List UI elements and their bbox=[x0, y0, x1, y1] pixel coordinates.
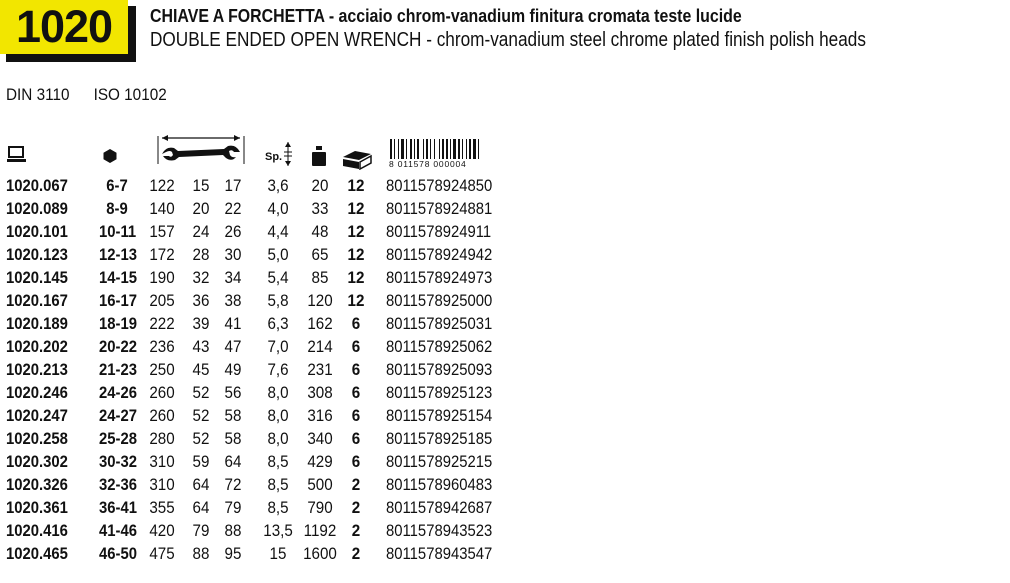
length-value: 140 bbox=[149, 200, 175, 218]
article-code: 1020.247 bbox=[6, 407, 68, 425]
head-width-1: 24 bbox=[192, 223, 210, 241]
pack-quantity: 12 bbox=[347, 246, 365, 264]
ean-code: 8011578925031 bbox=[386, 315, 493, 333]
article-code: 1020.189 bbox=[6, 315, 68, 333]
barcode-bar bbox=[466, 139, 467, 159]
head-width-1: 28 bbox=[192, 246, 210, 264]
head-width-2: 95 bbox=[224, 545, 242, 563]
thickness-value: 8,0 bbox=[267, 407, 289, 425]
ean-code: 8011578925123 bbox=[386, 384, 493, 402]
barcode-bar bbox=[394, 139, 395, 159]
pack-quantity: 2 bbox=[351, 545, 361, 563]
pack-quantity: 6 bbox=[351, 338, 361, 356]
ean-code: 8011578925215 bbox=[386, 453, 493, 471]
standard-din: DIN 3110 bbox=[6, 85, 70, 104]
hexagon-nut-icon bbox=[102, 148, 118, 164]
wrench-size: 12-13 bbox=[99, 246, 137, 264]
table-row bbox=[0, 497, 1010, 520]
wrench-size: 18-19 bbox=[99, 315, 137, 333]
head-width-1: 59 bbox=[192, 453, 210, 471]
barcode-icon bbox=[388, 137, 506, 169]
ean-code: 8011578924850 bbox=[386, 177, 493, 195]
barcode-bar bbox=[434, 139, 435, 159]
barcode-bar bbox=[414, 139, 415, 159]
thickness-value: 4,4 bbox=[267, 223, 289, 241]
head-width-1: 52 bbox=[192, 384, 210, 402]
head-width-1: 39 bbox=[192, 315, 210, 333]
pack-quantity: 6 bbox=[351, 315, 361, 333]
weight-value: 308 bbox=[307, 384, 333, 402]
weight-value: 340 bbox=[307, 430, 333, 448]
pack-quantity: 6 bbox=[351, 453, 361, 471]
article-code: 1020.246 bbox=[6, 384, 68, 402]
weight-value: 231 bbox=[307, 361, 333, 379]
barcode-bar bbox=[442, 139, 444, 159]
pack-quantity: 6 bbox=[351, 430, 361, 448]
ean-code: 8011578925185 bbox=[386, 430, 493, 448]
barcode-bar bbox=[453, 139, 456, 159]
length-value: 420 bbox=[149, 522, 175, 540]
thickness-value: 8,5 bbox=[267, 476, 289, 494]
thickness-value: 8,5 bbox=[267, 499, 289, 517]
article-code: 1020.089 bbox=[6, 200, 68, 218]
article-code: 1020.202 bbox=[6, 338, 68, 356]
barcode-bar bbox=[430, 139, 431, 159]
pack-quantity: 6 bbox=[351, 361, 361, 379]
ean-code: 8011578943547 bbox=[386, 545, 493, 563]
head-width-1: 64 bbox=[192, 499, 210, 517]
table-row bbox=[0, 313, 1010, 336]
thickness-value: 4,0 bbox=[267, 200, 289, 218]
standard-iso: ISO 10102 bbox=[93, 85, 167, 104]
head-width-1: 32 bbox=[192, 269, 210, 287]
barcode-bar bbox=[423, 139, 424, 159]
product-number-badge bbox=[0, 0, 136, 62]
length-value: 310 bbox=[149, 476, 175, 494]
pack-quantity: 12 bbox=[347, 200, 365, 218]
table-row bbox=[0, 198, 1010, 221]
thickness-value: 3,6 bbox=[267, 177, 289, 195]
ean-code: 8011578925062 bbox=[386, 338, 493, 356]
weight-value: 48 bbox=[311, 223, 329, 241]
length-value: 250 bbox=[149, 361, 175, 379]
wrench-size: 14-15 bbox=[99, 269, 137, 287]
ean-code: 8011578925000 bbox=[386, 292, 493, 310]
head-width-2: 30 bbox=[224, 246, 242, 264]
article-code: 1020.167 bbox=[6, 292, 68, 310]
weight-value: 500 bbox=[307, 476, 333, 494]
title-english: DOUBLE ENDED OPEN WRENCH - chrom-vanadium steel chrome plated finish polish heads bbox=[150, 29, 866, 51]
weight-value: 790 bbox=[307, 499, 333, 517]
ean-code: 8011578924942 bbox=[386, 246, 493, 264]
head-width-2: 22 bbox=[224, 200, 242, 218]
barcode-bar bbox=[469, 139, 471, 159]
wrench-size: 24-27 bbox=[99, 407, 137, 425]
wrench-size: 46-50 bbox=[99, 545, 137, 563]
weight-value: 120 bbox=[307, 292, 333, 310]
ean-code: 8011578925093 bbox=[386, 361, 493, 379]
ean-code: 8011578942687 bbox=[386, 499, 493, 517]
wrench-size: 24-26 bbox=[99, 384, 137, 402]
head-width-1: 64 bbox=[192, 476, 210, 494]
table-row bbox=[0, 520, 1010, 543]
pack-quantity: 2 bbox=[351, 499, 361, 517]
length-value: 190 bbox=[149, 269, 175, 287]
weight-value: 20 bbox=[311, 177, 329, 195]
head-width-2: 49 bbox=[224, 361, 242, 379]
head-width-1: 45 bbox=[192, 361, 210, 379]
thickness-value: 5,4 bbox=[267, 269, 289, 287]
article-code: 1020.101 bbox=[6, 223, 68, 241]
head-width-2: 26 bbox=[224, 223, 242, 241]
thickness-value: 8,5 bbox=[267, 453, 289, 471]
pack-quantity: 12 bbox=[347, 177, 365, 195]
length-value: 260 bbox=[149, 407, 175, 425]
head-width-1: 52 bbox=[192, 407, 210, 425]
table-row bbox=[0, 221, 1010, 244]
ean-code: 8011578924881 bbox=[386, 200, 493, 218]
weight-value: 162 bbox=[307, 315, 333, 333]
thickness-value: 6,3 bbox=[267, 315, 289, 333]
head-width-1: 36 bbox=[192, 292, 210, 310]
head-width-2: 64 bbox=[224, 453, 242, 471]
table-row bbox=[0, 451, 1010, 474]
head-width-2: 58 bbox=[224, 430, 242, 448]
table-row bbox=[0, 267, 1010, 290]
barcode-bar bbox=[450, 139, 451, 159]
thickness-value: 7,6 bbox=[267, 361, 289, 379]
head-width-1: 88 bbox=[192, 545, 210, 563]
barcode-bar bbox=[426, 139, 428, 159]
barcode-bar bbox=[417, 139, 419, 159]
article-code: 1020.067 bbox=[6, 177, 68, 195]
barcode-digits: 8 011578 000004 bbox=[389, 159, 467, 169]
thickness-value: 5,0 bbox=[267, 246, 289, 264]
barcode-bar bbox=[446, 139, 448, 159]
barcode-bar bbox=[401, 139, 404, 159]
product-number: 1020 bbox=[0, 0, 128, 54]
thickness-value: 15 bbox=[269, 545, 287, 563]
length-value: 205 bbox=[149, 292, 175, 310]
weight-value: 33 bbox=[311, 200, 329, 218]
title-italian: CHIAVE A FORCHETTA - acciaio chrom-vanadium finitura cromata teste lucide bbox=[150, 5, 742, 26]
article-code: 1020.361 bbox=[6, 499, 68, 517]
wrench-size: 8-9 bbox=[106, 200, 128, 218]
wrench-size: 10-11 bbox=[99, 223, 137, 241]
thickness-label: Sp. bbox=[265, 151, 283, 163]
head-width-1: 43 bbox=[192, 338, 210, 356]
article-code: 1020.302 bbox=[6, 453, 68, 471]
article-code: 1020.145 bbox=[6, 269, 68, 287]
head-width-2: 56 bbox=[224, 384, 242, 402]
weight-value: 1192 bbox=[303, 522, 337, 540]
weight-value: 1600 bbox=[303, 545, 337, 563]
ean-code: 8011578924911 bbox=[386, 223, 492, 241]
article-code: 1020.416 bbox=[6, 522, 68, 540]
wrench-size: 30-32 bbox=[99, 453, 137, 471]
wrench-size: 32-36 bbox=[99, 476, 137, 494]
barcode-bar bbox=[439, 139, 440, 159]
pack-quantity: 12 bbox=[347, 223, 365, 241]
barcode-bar bbox=[458, 139, 460, 159]
thickness-value: 7,0 bbox=[267, 338, 289, 356]
thickness-sp-icon bbox=[264, 140, 294, 168]
wrench-size: 36-41 bbox=[99, 499, 137, 517]
length-value: 236 bbox=[149, 338, 175, 356]
head-width-2: 58 bbox=[224, 407, 242, 425]
wrench-size: 20-22 bbox=[99, 338, 137, 356]
weight-value: 429 bbox=[307, 453, 333, 471]
standards bbox=[6, 85, 187, 105]
weight-icon bbox=[311, 145, 327, 167]
pack-quantity: 6 bbox=[351, 384, 361, 402]
table-row bbox=[0, 290, 1010, 313]
wrench-size: 25-28 bbox=[99, 430, 137, 448]
ean-code: 8011578960483 bbox=[386, 476, 493, 494]
wrench-size: 21-23 bbox=[99, 361, 137, 379]
article-code: 1020.326 bbox=[6, 476, 68, 494]
length-value: 280 bbox=[149, 430, 175, 448]
head-width-1: 52 bbox=[192, 430, 210, 448]
thickness-value: 8,0 bbox=[267, 430, 289, 448]
ean-code: 8011578925154 bbox=[386, 407, 493, 425]
head-width-2: 79 bbox=[224, 499, 242, 517]
article-code: 1020.123 bbox=[6, 246, 68, 264]
length-value: 310 bbox=[149, 453, 175, 471]
head-width-2: 47 bbox=[224, 338, 242, 356]
table-row bbox=[0, 336, 1010, 359]
table-row bbox=[0, 543, 1010, 566]
length-value: 222 bbox=[149, 315, 175, 333]
head-width-2: 41 bbox=[224, 315, 242, 333]
barcode-bar bbox=[398, 139, 399, 159]
barcode-bar bbox=[478, 139, 479, 159]
length-value: 122 bbox=[149, 177, 175, 195]
pack-quantity: 2 bbox=[351, 476, 361, 494]
length-value: 172 bbox=[149, 246, 175, 264]
head-width-1: 20 bbox=[192, 200, 210, 218]
package-box-icon bbox=[341, 150, 373, 170]
length-value: 260 bbox=[149, 384, 175, 402]
table-row bbox=[0, 244, 1010, 267]
head-width-1: 15 bbox=[192, 177, 210, 195]
weight-value: 316 bbox=[307, 407, 333, 425]
barcode-bar bbox=[410, 139, 412, 159]
table-row bbox=[0, 474, 1010, 497]
weight-value: 85 bbox=[311, 269, 329, 287]
length-value: 355 bbox=[149, 499, 175, 517]
barcode-bar bbox=[406, 139, 407, 159]
head-width-2: 38 bbox=[224, 292, 242, 310]
weight-value: 65 bbox=[311, 246, 329, 264]
wrench-size: 41-46 bbox=[99, 522, 137, 540]
length-value: 475 bbox=[149, 545, 175, 563]
head-width-2: 88 bbox=[224, 522, 242, 540]
thickness-value: 8,0 bbox=[267, 384, 289, 402]
barcode-bar bbox=[462, 139, 463, 159]
table-row bbox=[0, 359, 1010, 382]
pack-quantity: 6 bbox=[351, 407, 361, 425]
open-wrench-dimension-icon bbox=[152, 132, 250, 168]
table-row bbox=[0, 175, 1010, 198]
article-code: 1020.258 bbox=[6, 430, 68, 448]
barcode-bar bbox=[390, 139, 392, 159]
head-width-2: 17 bbox=[224, 177, 242, 195]
weight-value: 214 bbox=[307, 338, 333, 356]
ean-code: 8011578943523 bbox=[386, 522, 493, 540]
table-row bbox=[0, 428, 1010, 451]
head-width-2: 34 bbox=[224, 269, 242, 287]
barcode-bar bbox=[473, 139, 476, 159]
article-code: 1020.213 bbox=[6, 361, 68, 379]
product-table bbox=[0, 175, 1010, 566]
length-value: 157 bbox=[149, 223, 175, 241]
computer-icon bbox=[6, 146, 28, 164]
thickness-value: 5,8 bbox=[267, 292, 289, 310]
wrench-size: 6-7 bbox=[106, 177, 128, 195]
wrench-size: 16-17 bbox=[99, 292, 137, 310]
ean-code: 8011578924973 bbox=[386, 269, 493, 287]
table-row bbox=[0, 405, 1010, 428]
pack-quantity: 12 bbox=[347, 269, 365, 287]
head-width-1: 79 bbox=[192, 522, 210, 540]
pack-quantity: 12 bbox=[347, 292, 365, 310]
article-code: 1020.465 bbox=[6, 545, 68, 563]
head-width-2: 72 bbox=[224, 476, 242, 494]
table-row bbox=[0, 382, 1010, 405]
pack-quantity: 2 bbox=[351, 522, 361, 540]
thickness-value: 13,5 bbox=[263, 522, 293, 540]
